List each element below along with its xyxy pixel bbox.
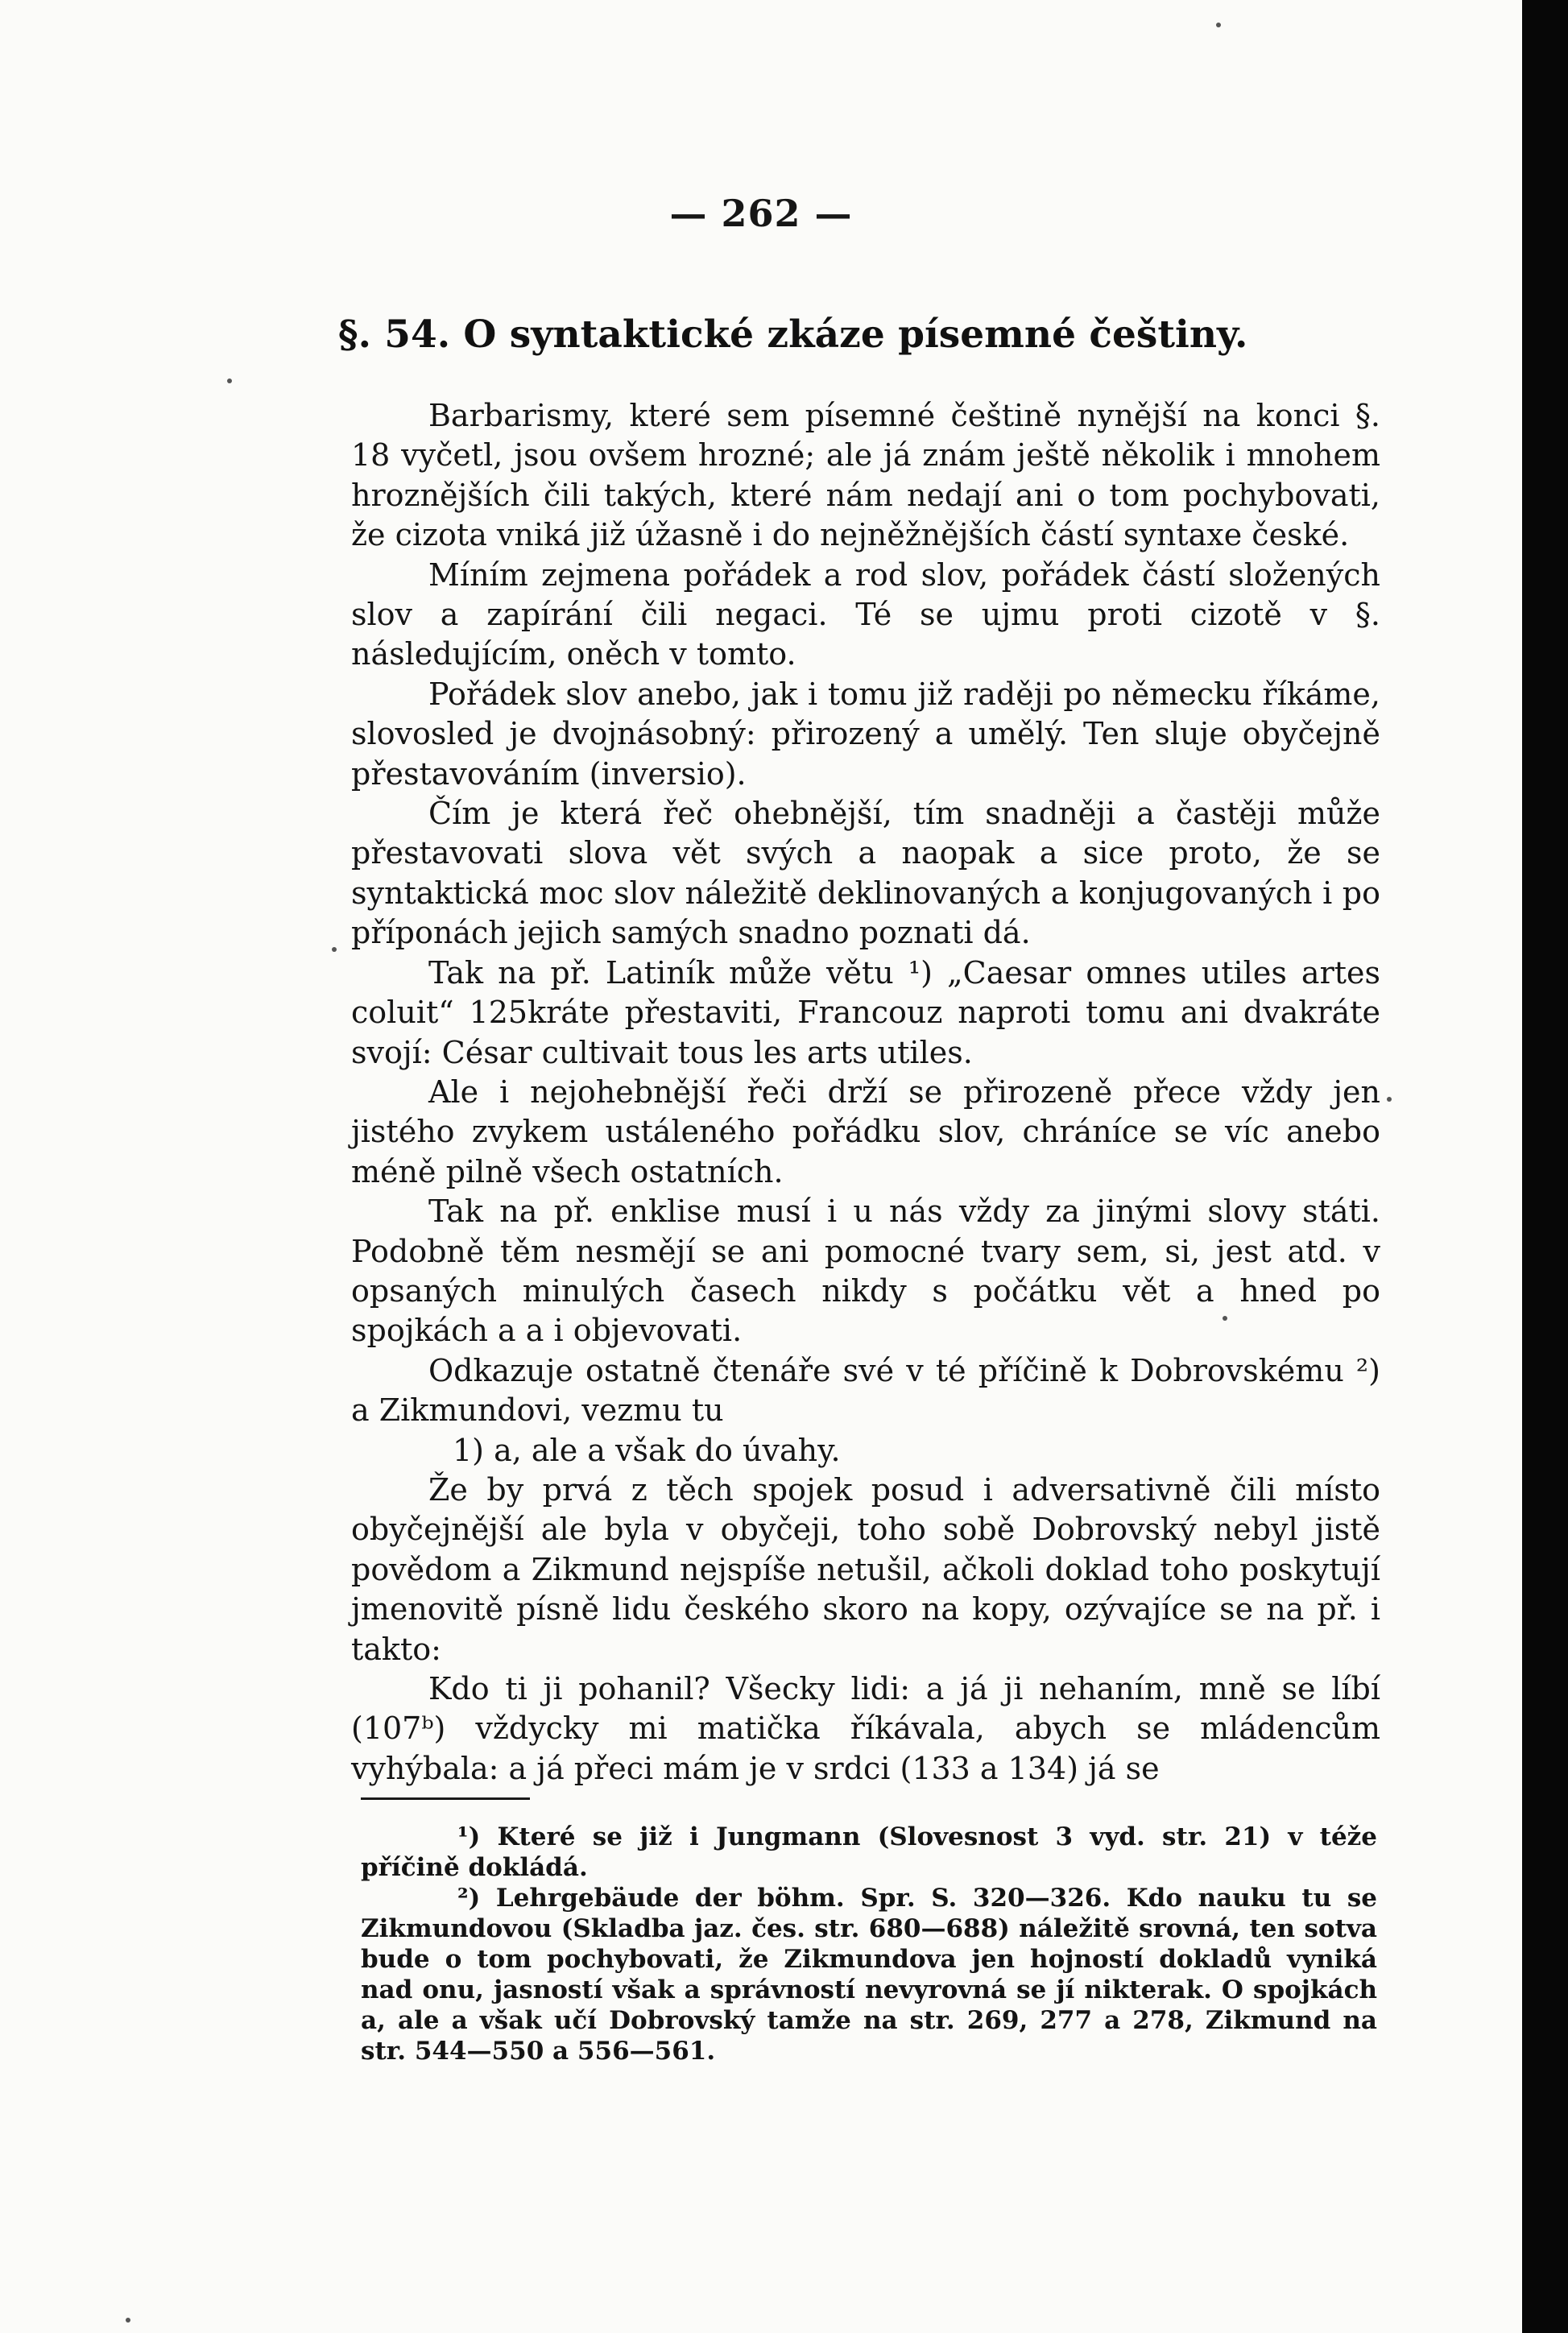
footnote-2: ²) Lehrgebäude der böhm. Spr. S. 320—326. Kdo nauku tu se Zikmundovou (Skladba jaz. čes. str. 680—688) náležitě srovná, ten sotva bude o tom pochybovati, že Zikmundova jen hojností dokladů vyniká nad onu, jasností však a správností nevyrovná se jí nikterak. O spojkách a, ale a však učí Dobrovský tamže na str. 269, 277 a 278, Zikmund na str. 544—550 a 556—561. [361, 1884, 1377, 2066]
footnote-divider [361, 1797, 530, 1800]
paragraph-barbarismy: Barbarismy, které sem písemné češtině nynější na konci §. 18 vyčetl, jsou ovšem hrozné; ale já znám ještě několik i mnohem hroznějších čili takých, které nám nedají ani o tom pochybovati, že cizota vniká již úžasně i do nejněžnějších částí syntaxe české. [351, 398, 1380, 553]
paper-speck [332, 947, 337, 952]
paper-speck [1387, 1097, 1392, 1102]
main-text [351, 396, 1380, 1789]
paragraph-nejohebnejsi: Ale i nejohebnější řeči drží se přirozeně přece vždy jen jistého zvykem ustáleného pořádku slov, chráníce se víc anebo méně pilně všech ostatních. [351, 1073, 1380, 1189]
paper-speck [1223, 1316, 1227, 1321]
paragraph-latinik: Tak na př. Latiník může větu ¹) „Caesar omnes utiles artes coluit“ 125kráte přestaviti, Francouz naproti tomu ani dvakráte svojí: César cultivait tous les arts utiles. [351, 954, 1380, 1070]
page-number: — 262 — [669, 192, 853, 235]
paragraph-kdo-ti: Kdo ti ji pohanil? Všecky lidi: a já ji nehaním, mně se líbí (107ᵇ) vždycky mi matička říkávala, abych se mládencům vyhýbala: a já přeci mám je v srdci (133 a 134) já se [351, 1671, 1380, 1786]
paper-speck [227, 378, 232, 383]
paper-speck [126, 2318, 130, 2323]
footnotes [361, 1822, 1377, 2066]
paragraph-cim-je: Čím je která řeč ohebnější, tím snadněji a častěji může přestavovati slova vět svých a naopak a sice proto, že se syntaktická moc slov náležitě deklinovaných a konjugovaných i po příponách jejich samých snadno poznati dá. [351, 796, 1380, 951]
paragraph-poradek-slov: Pořádek slov anebo, jak i tomu již raději po německu říkáme, slovosled je dvojnásobný: přirozený a umělý. Ten sluje obyčejně přestavováním (inversio). [351, 676, 1380, 792]
scan-margin-band [1522, 0, 1568, 2333]
section-title: §. 54. O syntaktické zkáze písemné češtiny. [338, 312, 1248, 357]
paper-speck [1216, 23, 1221, 27]
paragraph-ze-by: Že by prvá z těch spojek posud i adversativně čili místo obyčejnější ale byla v obyčeji, toho sobě Dobrovský nebyl jistě povědom a Zikmund nejspíše netušil, ačkoli doklad toho poskytují jmenovitě písně lidu českého skoro na kopy, ozývajíce se na př. i takto: [351, 1471, 1380, 1667]
paragraph-numbered-item: 1) a, ale a však do úvahy. [453, 1432, 841, 1468]
paragraph-odkazuje: Odkazuje ostatně čtenáře své v té příčině k Dobrovskému ²) a Zikmundovi, vezmu tu [351, 1352, 1380, 1429]
footnote-1: ¹) Které se již i Jungmann (Slovesnost 3 vyd. str. 21) v téže příčině dokládá. [361, 1822, 1377, 1882]
paragraph-minim: Míním zejmena pořádek a rod slov, pořádek částí složených slov a zapírání čili negaci. Té se ujmu proti cizotě v §. následujícím, oněch v tomto. [351, 556, 1380, 672]
paragraph-enklise: Tak na př. enklise musí i u nás vždy za jinými slovy státi. Podobně těm nesmějí se ani pomocné tvary sem, si, jest atd. v opsaných minulých časech nikdy s počátku vět a hned po spojkách a a i objevovati. [351, 1193, 1380, 1349]
